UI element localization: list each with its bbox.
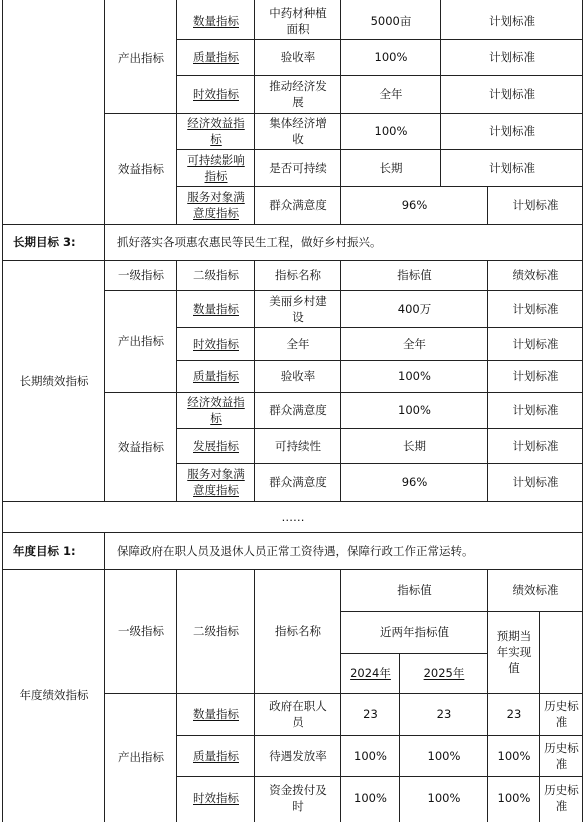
indicator-name: 中药材种植面积 [269,6,327,36]
grid-line [176,463,583,464]
indicator-standard: 计划标准 [512,438,559,453]
indicator-value: 100% [374,50,408,64]
level2-cell: 发展指标 [193,438,239,453]
indicator-value: 100% [398,403,431,417]
indicator-name: 可持续性 [275,438,321,453]
grid-line [2,501,583,502]
value-expected: 100% [497,748,531,763]
grid-line [399,653,400,822]
grid-line [104,693,583,694]
value-2025: 100% [427,791,461,805]
grid-line [254,0,255,224]
grid-line [340,260,341,501]
level1-output: 产出指标 [118,334,164,348]
indicator-standard: 计划标准 [489,124,535,138]
grid-line [104,569,105,822]
header-level1: 一级指标 [118,624,164,638]
header-2024: 2024年 [350,666,391,680]
grid-line [176,569,177,822]
grid-line [104,0,105,224]
goal-text: 抓好落实各项惠农惠民等民生工程，做好乡村振兴。 [117,235,382,249]
indicator-standard: 计划标准 [512,301,559,316]
value-2025: 100% [427,748,461,763]
grid-line [104,260,105,501]
level2-cell: 服务对象满意度指标 [187,467,245,497]
header-recent-years: 近两年指标值 [380,625,449,639]
indicator-standard: 历史标准 [544,699,579,729]
header-value: 指标值 [397,268,432,282]
grid-line [176,428,583,429]
ellipsis: …… [281,509,305,524]
level2-cell: 数量指标 [193,301,239,316]
indicator-standard: 计划标准 [489,14,535,28]
grid-line [2,532,583,533]
header-level1: 一级指标 [118,268,164,282]
grid-line [104,290,583,291]
header-value: 指标值 [397,583,432,597]
indicator-value: 全年 [379,87,403,101]
indicator-value: 5000亩 [370,14,412,28]
grid-line [176,149,583,150]
header-expected: 预期当年实现值 [496,629,532,675]
grid-line [539,611,540,822]
grid-line [104,392,583,393]
grid-line [340,653,488,654]
header-name: 指标名称 [275,624,321,638]
indicator-name: 待遇发放率 [269,748,327,763]
grid-line [176,75,583,76]
indicator-value: 96% [401,475,428,489]
grid-line [176,0,177,224]
indicator-name: 推动经济发展 [269,79,327,109]
indicator-name: 资金拨付及时 [269,783,327,813]
value-2024: 23 [363,707,378,721]
grid-line [2,569,583,570]
value-expected: 100% [497,791,531,805]
header-standard: 绩效标准 [512,583,559,597]
value-2024: 100% [354,791,387,805]
grid-line [176,186,583,187]
level2-cell: 经济效益指标 [187,395,245,425]
indicator-standard: 计划标准 [489,87,535,101]
grid-line [254,260,255,501]
indicator-value: 全年 [403,336,426,351]
grid-line [104,224,105,260]
indicator-standard: 计划标准 [489,50,535,64]
grid-line [2,260,583,261]
value-2025: 23 [436,707,452,721]
header-level2: 二级指标 [193,624,239,638]
grid-line [340,569,341,822]
grid-line [2,224,583,225]
indicator-name: 验收率 [280,369,316,383]
indicator-standard: 计划标准 [512,369,559,383]
indicator-standard: 计划标准 [512,198,559,212]
indicator-value: 100% [374,124,408,138]
grid-line [176,360,583,361]
level2-cell: 质量指标 [193,748,239,763]
indicator-standard: 计划标准 [512,336,559,351]
indicator-standard: 计划标准 [512,403,559,417]
goal-label: 年度目标 1: [13,543,76,558]
header-level2: 二级指标 [193,268,239,282]
indicator-value: 400万 [397,301,432,316]
grid-line [340,0,341,224]
level2-cell: 经济效益指标 [187,116,245,146]
level2-cell: 服务对象满意度指标 [187,190,245,220]
grid-line [104,113,583,114]
grid-line [176,260,177,501]
level1-benefit: 效益指标 [118,161,164,176]
goal-text: 保障政府在职人员及退休人员正常工资待遇，保障行政工作正常运转。 [117,543,474,558]
indicator-value: 96% [401,198,428,212]
value-expected: 23 [506,707,522,721]
header-standard: 绩效标准 [512,268,559,282]
section-label: 长期绩效指标 [19,373,89,388]
table-border [582,0,583,822]
level1-output: 产出指标 [118,51,164,65]
indicator-name: 群众满意度 [269,198,327,212]
level2-cell: 数量指标 [193,707,239,721]
indicator-name: 美丽乡村建设 [269,293,327,324]
indicator-name: 全年 [286,336,310,351]
indicator-name: 群众满意度 [269,475,327,489]
grid-line [487,260,488,501]
indicator-value: 长期 [379,160,403,175]
indicator-standard: 计划标准 [489,160,535,175]
grid-line [176,327,583,328]
level2-cell: 质量指标 [193,50,239,64]
grid-line [440,0,441,186]
indicator-name: 是否可持续 [269,160,327,175]
value-2024: 100% [354,748,387,763]
indicator-name: 政府在职人员 [269,699,327,729]
indicator-name: 集体经济增收 [269,116,327,146]
indicator-value: 长期 [403,438,426,453]
level2-cell: 可持续影响指标 [187,152,245,183]
level2-cell: 数量指标 [193,14,239,28]
goal-label: 长期目标 3: [13,235,76,249]
level2-cell: 时效指标 [193,791,239,805]
level2-cell: 时效指标 [193,87,239,101]
grid-line [176,735,583,736]
section-label: 年度绩效指标 [19,687,89,702]
table-border [2,0,3,822]
indicator-standard: 历史标准 [544,740,579,771]
grid-line [487,569,488,822]
header-name: 指标名称 [275,268,321,282]
indicator-name: 验收率 [280,50,316,64]
indicator-value: 100% [398,369,431,383]
level1-benefit: 效益指标 [118,439,164,454]
grid-line [176,776,583,777]
level1-output: 产出指标 [118,749,164,764]
indicator-name: 群众满意度 [269,403,327,417]
grid-line [176,39,583,40]
grid-line [487,186,488,224]
header-2025: 2025年 [423,666,465,680]
level2-cell: 质量指标 [193,369,239,383]
level2-cell: 时效指标 [193,336,239,351]
grid-line [340,611,583,612]
indicator-standard: 计划标准 [512,475,559,489]
indicator-standard: 历史标准 [544,783,579,813]
grid-line [254,569,255,822]
grid-line [104,532,105,569]
